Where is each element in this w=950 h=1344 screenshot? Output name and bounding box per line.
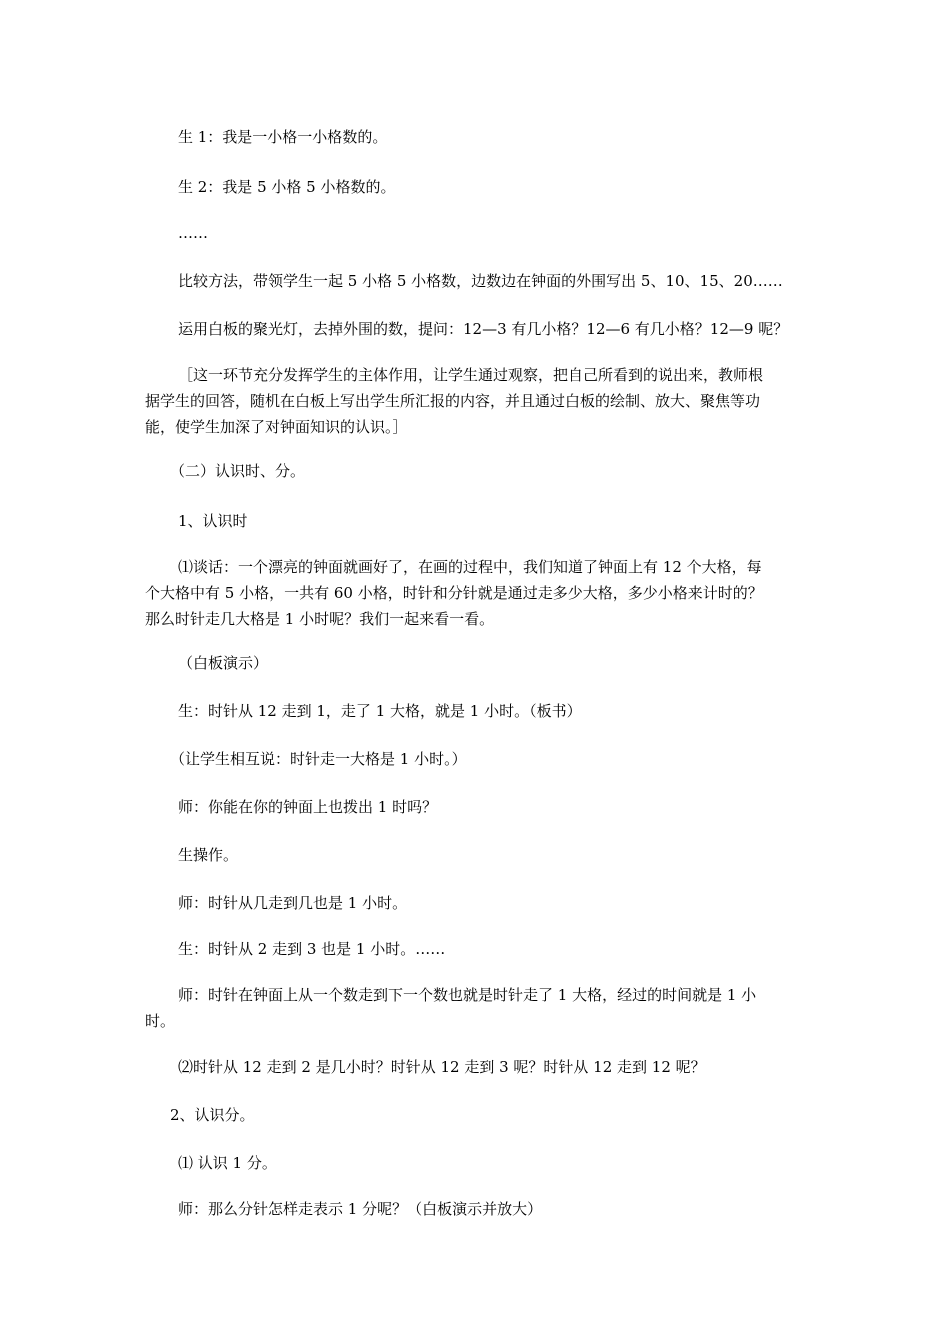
paragraph-hour-questions: ⑵时针从 12 走到 2 是几小时？时针从 12 走到 3 呢？时针从 12 走到 12 呢？ [178, 1058, 706, 1076]
subsection-minute: 2、认识分。 [170, 1106, 255, 1124]
paragraph-student1: 生 1：我是一小格一小格数的。 [178, 128, 388, 146]
paragraph-student-2-to-3: 生：时针从 2 走到 3 也是 1 小时。…… [178, 940, 446, 958]
paragraph-ellipsis: …… [178, 224, 208, 242]
commentary-line-2: 据学生的回答，随机在白板上写出学生所汇报的内容，并且通过白板的绘制、放大、聚焦等功 [145, 392, 761, 410]
talk-line-2: 个大格中有 5 小格，一共有 60 小格，时针和分针就是通过走多少大格，多少小格来计时的？ [145, 584, 763, 602]
paragraph-know-1-minute: ⑴ 认识 1 分。 [178, 1154, 277, 1172]
paragraph-student-operate: 生操作。 [178, 846, 239, 864]
paragraph-minute-question: 师：那么分针怎样走表示 1 分呢？（白板演示并放大） [178, 1200, 543, 1218]
paragraph-mutual-talk: （让学生相互说：时针走一大格是 1 小时。） [170, 750, 467, 768]
teacher-summary-line-1: 师：时针在钟面上从一个数走到下一个数也就是时针走了 1 大格，经过的时间就是 1 小 [178, 986, 757, 1004]
paragraph-whiteboard-demo: （白板演示） [178, 654, 269, 672]
paragraph-student-hour: 生：时针从 12 走到 1，走了 1 大格，就是 1 小时。（板书） [178, 702, 582, 720]
teacher-summary-block [145, 982, 805, 1034]
teacher-summary-line-2: 时。 [145, 1012, 176, 1030]
paragraph-compare-method: 比较方法，带领学生一起 5 小格 5 小格数，边数边在钟面的外围写出 5、10、15、20…… [178, 272, 783, 290]
paragraph-student2: 生 2：我是 5 小格 5 小格数的。 [178, 178, 396, 196]
commentary-line-1: ［这一环节充分发挥学生的主体作用，让学生通过观察，把自己所看到的说出来，教师根 [178, 366, 764, 384]
commentary-line-3: 能，使学生加深了对钟面知识的认识。］ [145, 418, 408, 436]
talk-block [145, 554, 805, 632]
section-heading-2: （二）认识时、分。 [170, 462, 306, 480]
paragraph-teacher-hour: 师：时针从几走到几也是 1 小时。 [178, 894, 408, 912]
paragraph-spotlight: 运用白板的聚光灯，去掉外围的数，提问：12—3 有几小格？12—6 有几小格？12—9 呢？ [178, 320, 789, 338]
paragraph-teacher-question: 师：你能在你的钟面上也拨出 1 时吗？ [178, 798, 438, 816]
talk-line-1: ⑴谈话：一个漂亮的钟面就画好了，在画的过程中，我们知道了钟面上有 12 个大格，每 [178, 558, 762, 576]
talk-line-3: 那么时针走几大格是 1 小时呢？我们一起来看一看。 [145, 610, 495, 628]
subsection-hour: 1、认识时 [178, 512, 248, 530]
commentary-block [145, 362, 805, 440]
